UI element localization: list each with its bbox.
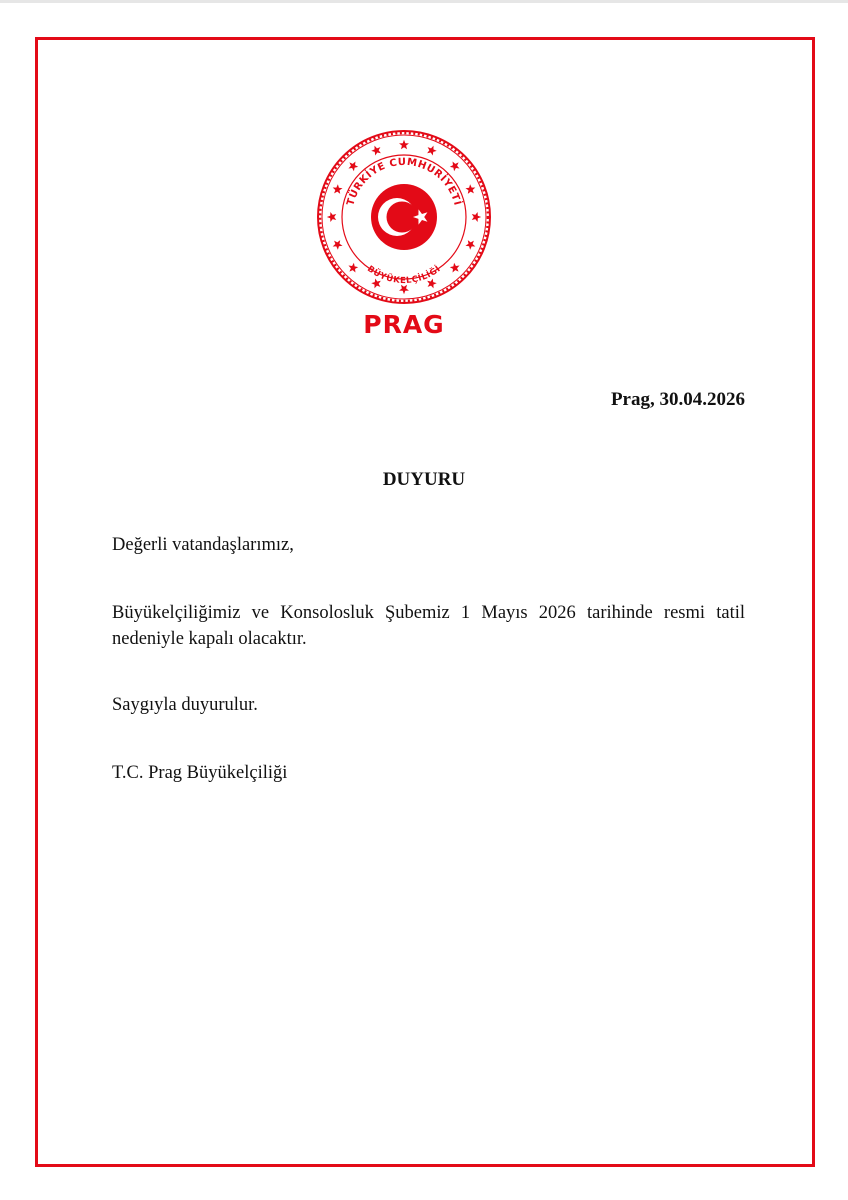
emblem-bottom-text: BÜYÜKELÇİLİĞİ xyxy=(365,264,443,287)
letter-signature: T.C. Prag Büyükelçiliği xyxy=(112,763,288,783)
emblem-ring-star-icon xyxy=(472,212,481,222)
emblem-ring-star-icon xyxy=(399,140,409,149)
emblem-ring-star-icon xyxy=(465,184,475,194)
emblem-ring-star-icon xyxy=(333,240,343,250)
emblem-ring-star-icon xyxy=(427,146,437,156)
emblem-top-text: TÜRKİYE CUMHURİYETİ xyxy=(345,156,463,207)
emblem-ring-star-icon xyxy=(348,161,358,171)
emblem-ring-star-icon xyxy=(450,263,460,273)
emblem-ring-star-icon xyxy=(465,240,475,250)
emblem-ring-star-icon xyxy=(348,263,358,273)
emblem-ring-star-icon xyxy=(327,212,336,222)
embassy-emblem-icon xyxy=(314,127,494,307)
letter-closing: Saygıyla duyurulur. xyxy=(112,695,258,715)
letter-body: Büyükelçiliğimiz ve Konsolosluk Şubemiz 1 Mayıs 2026 tarihinde resmi tatil nedeniyle kapalı olacaktır. xyxy=(112,603,745,649)
letter-date: Prag, 30.04.2026 xyxy=(610,389,745,410)
letter-title: DUYURU xyxy=(382,469,466,490)
emblem-ring-star-icon xyxy=(371,146,381,156)
top-divider xyxy=(0,0,848,3)
emblem-city-label: PRAG xyxy=(363,310,445,339)
letter-greeting: Değerli vatandaşlarımız, xyxy=(112,535,294,555)
emblem-ring-star-icon xyxy=(333,184,343,194)
emblem-ring-star-icon xyxy=(450,161,460,171)
emblem-ring-star-icon xyxy=(399,285,409,294)
